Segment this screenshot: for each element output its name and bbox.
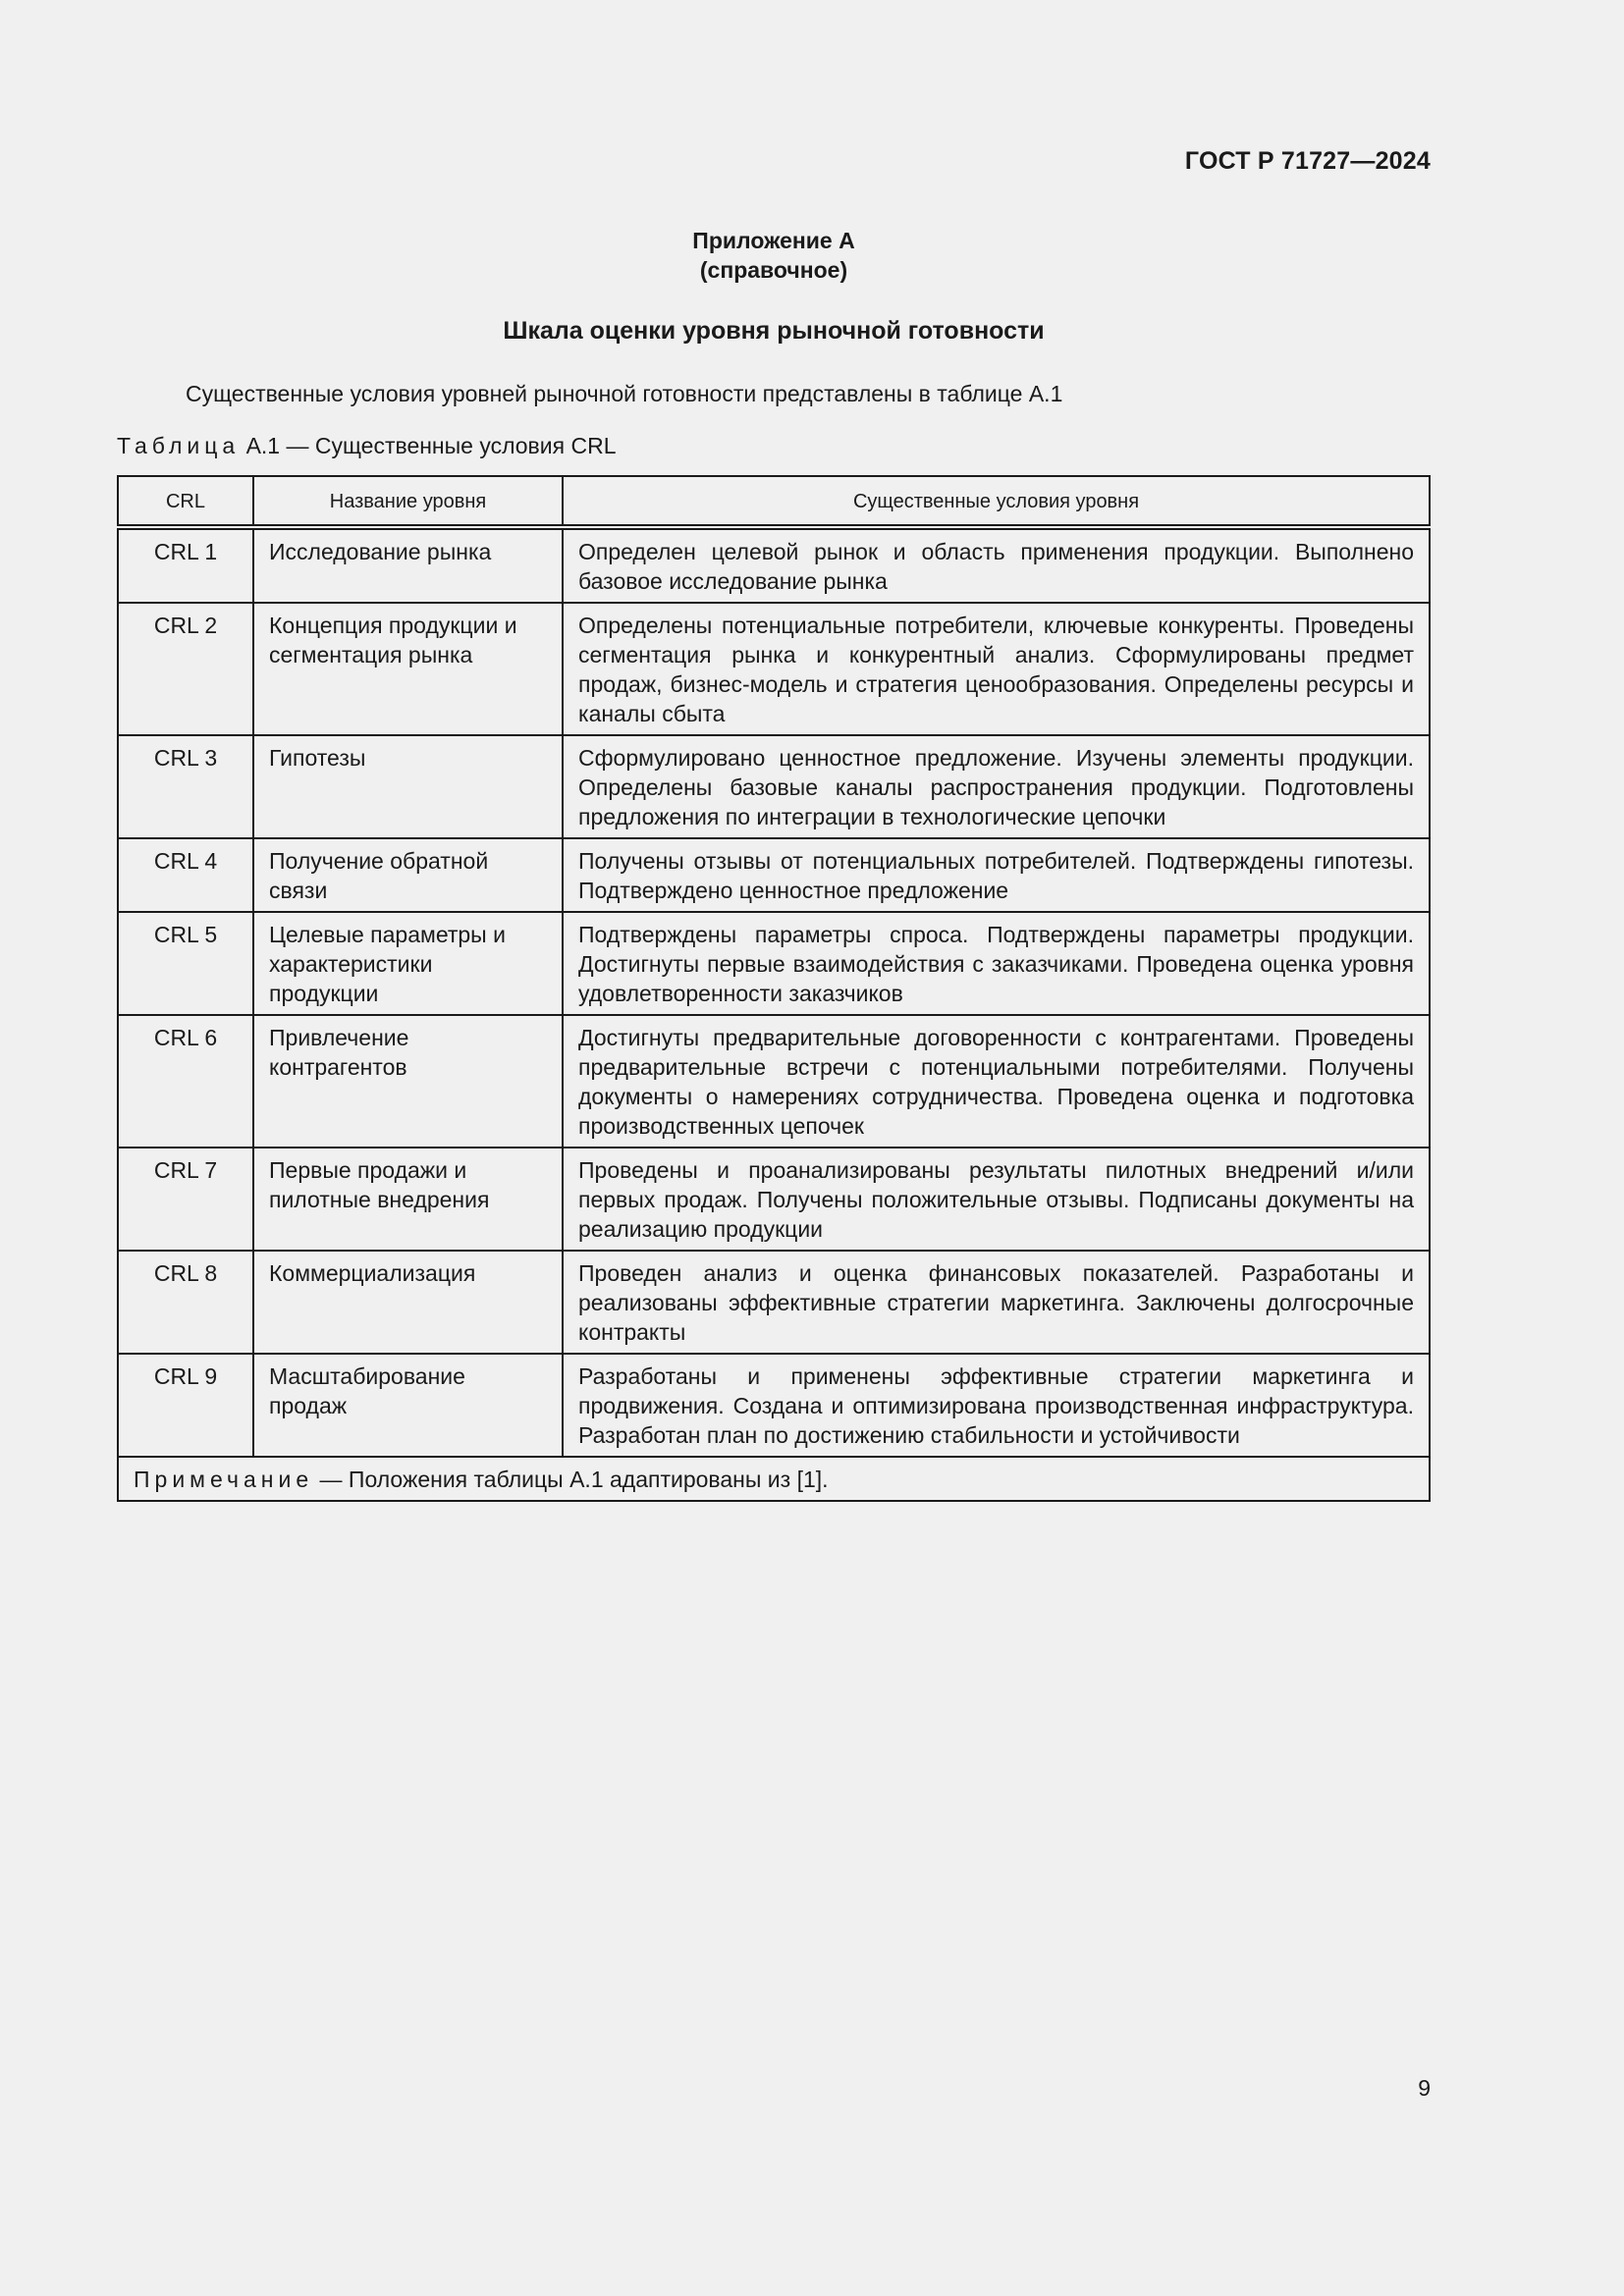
- table-note: [118, 1457, 1430, 1501]
- table-note-label: Примечание: [134, 1467, 314, 1492]
- column-header-conditions: Существенные условия уровня: [563, 476, 1430, 527]
- conditions-cell: Определены потенциальные потребители, ключевые конкуренты. Проведены сегментация рынка и конкурентный анализ. Сформулированы предмет продаж, бизнес-модель и стратегия ценообразования. Определены ресурсы и каналы сбыта: [563, 603, 1430, 735]
- table-header-row: [118, 476, 1430, 527]
- table-row: [118, 1251, 1430, 1354]
- level-name-cell: Целевые параметры и характеристики продукции: [253, 912, 563, 1015]
- conditions-cell: Проведен анализ и оценка финансовых показателей. Разработаны и реализованы эффективные стратегии маркетинга. Заключены долгосрочные контракты: [563, 1251, 1430, 1354]
- crl-cell: CRL 5: [118, 912, 253, 1015]
- level-name-cell: Масштабирование продаж: [253, 1354, 563, 1457]
- table-row: [118, 1354, 1430, 1457]
- appendix-title-block: [0, 226, 1547, 285]
- table-caption-prefix: Таблица: [117, 433, 241, 458]
- crl-cell: CRL 1: [118, 527, 253, 603]
- column-header-crl: CRL: [118, 476, 253, 527]
- crl-cell: CRL 3: [118, 735, 253, 838]
- standard-code: ГОСТ Р 71727—2024: [1184, 147, 1431, 175]
- level-name-cell: Концепция продукции и сегментация рынка: [253, 603, 563, 735]
- conditions-cell: Разработаны и применены эффективные стратегии маркетинга и продвижения. Создана и оптимизирована производственная инфраструктура. Разработан план по достижению стабильности и устойчивости: [563, 1354, 1430, 1457]
- table-row: [118, 527, 1430, 603]
- conditions-cell: Достигнуты предварительные договоренности с контрагентами. Проведены предварительные встречи с потенциальными потребителями. Получены документы о намерениях сотрудничества. Проведена оценка и подготовка производственных цепочек: [563, 1015, 1430, 1148]
- table-caption-text: А.1 — Существенные условия CRL: [240, 433, 617, 458]
- level-name-cell: Гипотезы: [253, 735, 563, 838]
- crl-cell: CRL 9: [118, 1354, 253, 1457]
- conditions-cell: Подтверждены параметры спроса. Подтверждены параметры продукции. Достигнуты первые взаимодействия с заказчиками. Проведена оценка уровня удовлетворенности заказчиков: [563, 912, 1430, 1015]
- conditions-cell: Проведены и проанализированы результаты пилотных внедрений и/или первых продаж. Получены положительные отзывы. Подписаны документы на реализацию продукции: [563, 1148, 1430, 1251]
- conditions-cell: Сформулировано ценностное предложение. Изучены элементы продукции. Определены базовые каналы распространения продукции. Подготовлены предложения по интеграции в технологические цепочки: [563, 735, 1430, 838]
- crl-cell: CRL 8: [118, 1251, 253, 1354]
- conditions-cell: Получены отзывы от потенциальных потребителей. Подтверждены гипотезы. Подтверждено ценностное предложение: [563, 838, 1430, 912]
- table-row: [118, 838, 1430, 912]
- conditions-cell: Определен целевой рынок и область применения продукции. Выполнено базовое исследование рынка: [563, 527, 1430, 603]
- page-number: 9: [1418, 2075, 1431, 2101]
- table-row: [118, 1015, 1430, 1148]
- appendix-subtitle: (справочное): [699, 257, 848, 283]
- crl-cell: CRL 6: [118, 1015, 253, 1148]
- table-row: [118, 735, 1430, 838]
- table-row: [118, 912, 1430, 1015]
- level-name-cell: Исследование рынка: [253, 527, 563, 603]
- crl-table: [117, 475, 1431, 1502]
- column-header-name: Название уровня: [253, 476, 563, 527]
- table-note-text: — Положения таблицы А.1 адаптированы из [1].: [313, 1467, 829, 1492]
- level-name-cell: Привлечение контрагентов: [253, 1015, 563, 1148]
- appendix-title: Приложение А: [692, 228, 855, 253]
- crl-cell: CRL 4: [118, 838, 253, 912]
- crl-cell: CRL 7: [118, 1148, 253, 1251]
- intro-paragraph: Существенные условия уровней рыночной готовности представлены в таблице А.1: [186, 381, 1063, 406]
- table-note-row: [118, 1457, 1430, 1501]
- section-heading: Шкала оценки уровня рыночной готовности: [503, 317, 1045, 345]
- level-name-cell: Получение обратной связи: [253, 838, 563, 912]
- table-row: [118, 603, 1430, 735]
- level-name-cell: Первые продажи и пилотные внедрения: [253, 1148, 563, 1251]
- table-row: [118, 1148, 1430, 1251]
- level-name-cell: Коммерциализация: [253, 1251, 563, 1354]
- crl-cell: CRL 2: [118, 603, 253, 735]
- table-caption: [117, 433, 616, 459]
